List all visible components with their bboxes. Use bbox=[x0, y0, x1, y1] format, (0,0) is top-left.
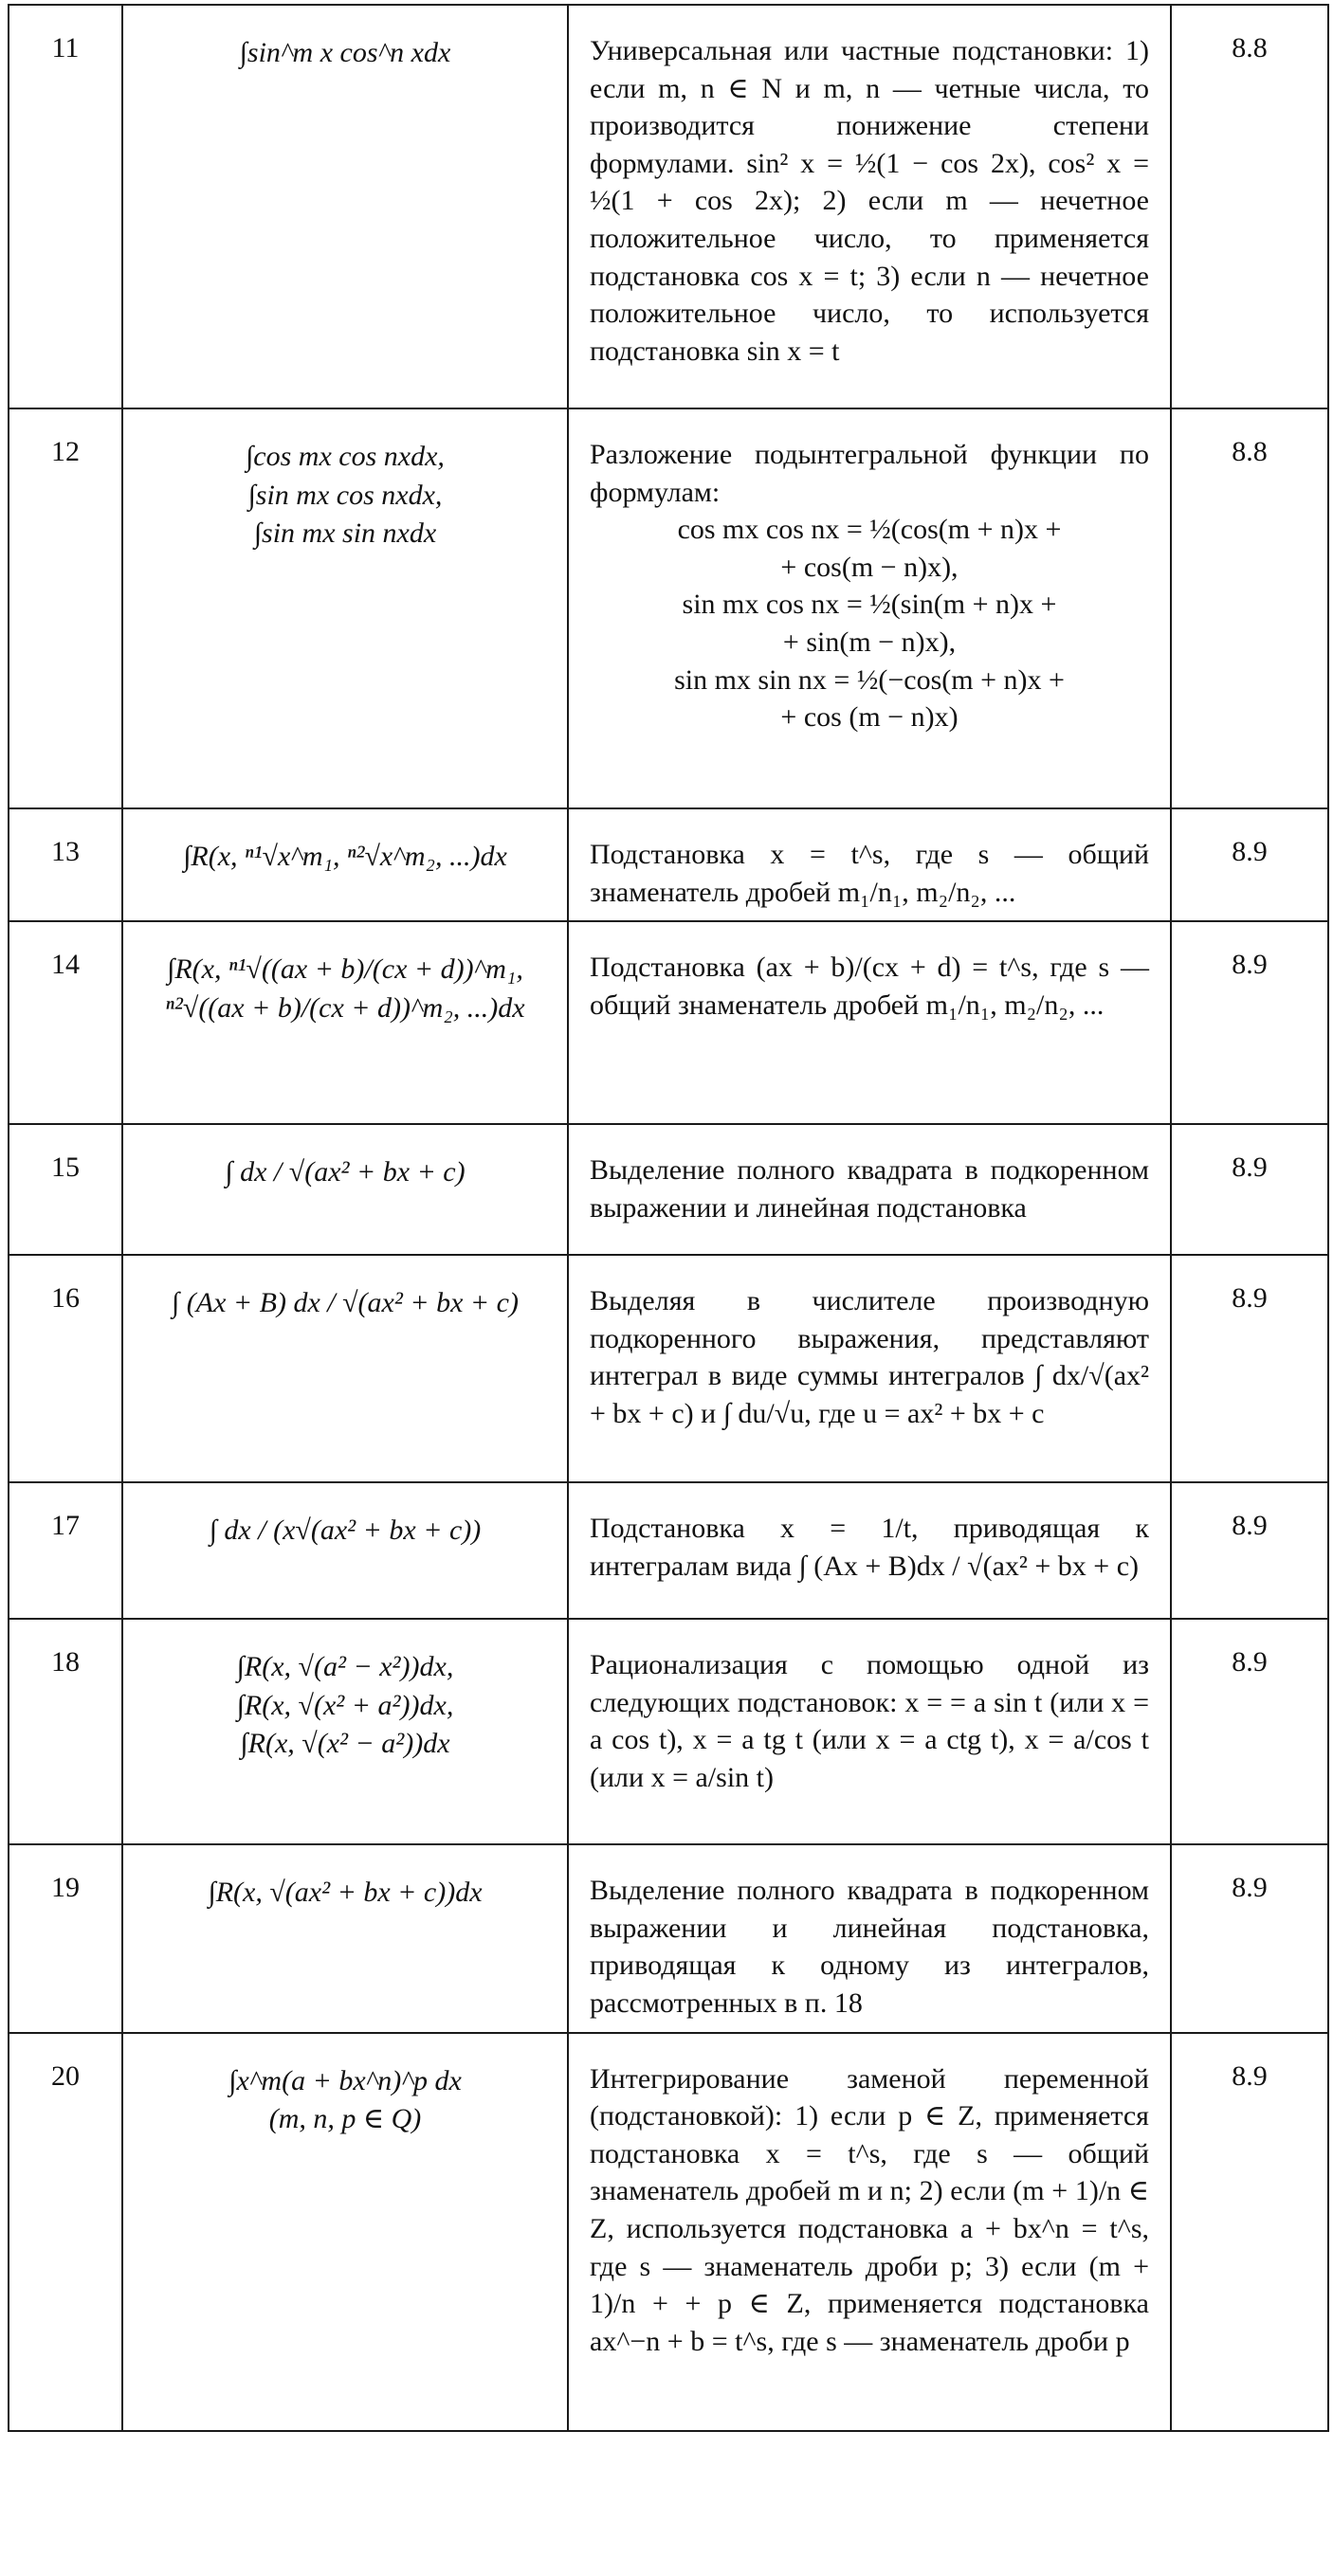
integral-cell bbox=[122, 1619, 568, 1844]
integral-cell bbox=[122, 921, 568, 1124]
integral-cell bbox=[122, 1482, 568, 1619]
method-text: Подстановка x = t^s, где s — общий знаменатель дробей m₁/n₁, m₂/n₂, ... bbox=[590, 839, 1149, 908]
row-number: 13 bbox=[9, 808, 122, 921]
table-row bbox=[9, 1844, 1328, 2032]
table-row bbox=[9, 1255, 1328, 1482]
row-number: 15 bbox=[9, 1124, 122, 1255]
row-number: 16 bbox=[9, 1255, 122, 1482]
integral-formula: ∫ (Ax + B) dx / √(ax² + bx + c) bbox=[172, 1287, 519, 1319]
integral-formula: ∫sin^m x cos^n xdx bbox=[239, 37, 451, 68]
integral-formula: ∫R(x, √(ax² + bx + c))dx bbox=[208, 1877, 483, 1909]
method-text: Рационализация с помощью одной из следующих подстановок: x = = a sin t (или x = a cos t), x = a tg t (или x = a ctg t), x = a/cos t (или x = a/sin t) bbox=[590, 1649, 1149, 1793]
method-text: Выделение полного квадрата в подкоренном выражении и линейная подстановка bbox=[590, 1154, 1149, 1224]
method-text: + sin(m − n)x), bbox=[782, 626, 957, 658]
table-row bbox=[9, 2033, 1328, 2431]
method-cell bbox=[568, 1482, 1171, 1619]
integral-formula: ∫R(x, √(x² − a²))dx bbox=[240, 1728, 450, 1760]
table-row bbox=[9, 1619, 1328, 1844]
method-cell bbox=[568, 1124, 1171, 1255]
method-text: + cos(m − n)x), bbox=[780, 551, 959, 583]
method-text: sin mx sin nx = ½(−cos(m + n)x + bbox=[674, 663, 1065, 696]
row-number: 20 bbox=[9, 2033, 122, 2431]
section-reference: 8.9 bbox=[1171, 2033, 1328, 2431]
integral-formula: ∫R(x, ⁿ¹√((ax + b)/(cx + d))^m₁, bbox=[167, 953, 523, 986]
integral-formula: ∫R(x, √(x² + a²))dx, bbox=[236, 1689, 454, 1721]
section-reference: 8.8 bbox=[1171, 408, 1328, 808]
integral-formula: ∫R(x, √(a² − x²))dx, bbox=[236, 1651, 454, 1683]
integral-formula: ∫cos mx cos nxdx, bbox=[246, 441, 445, 472]
method-cell bbox=[568, 408, 1171, 808]
row-number: 17 bbox=[9, 1482, 122, 1619]
integral-formula: ∫sin mx sin nxdx bbox=[253, 517, 437, 549]
method-text: Универсальная или частные подстановки: 1) если m, n ∈ N и m, n — четные числа, то производится понижение степени формулами. sin² x = ½(1 − cos 2x), cos² x = ½(1 + cos 2x); 2) если m — нечетное положительное число, то применяется подстановка cos x = t; 3) если n — нечетное положительное число, то используется подстановка sin x = t bbox=[590, 35, 1149, 367]
method-cell bbox=[568, 1619, 1171, 1844]
section-reference: 8.9 bbox=[1171, 921, 1328, 1124]
integral-cell bbox=[122, 1255, 568, 1482]
section-reference: 8.9 bbox=[1171, 808, 1328, 921]
method-text: sin mx cos nx = ½(sin(m + n)x + bbox=[682, 589, 1057, 621]
table-row bbox=[9, 808, 1328, 921]
table-row bbox=[9, 5, 1328, 408]
method-text: Разложение подынтегральной функции по формулам: bbox=[590, 439, 1149, 508]
section-reference: 8.9 bbox=[1171, 1844, 1328, 2032]
integral-cell bbox=[122, 1844, 568, 2032]
section-reference: 8.9 bbox=[1171, 1124, 1328, 1255]
row-number: 12 bbox=[9, 408, 122, 808]
method-cell bbox=[568, 921, 1171, 1124]
integrals-table bbox=[8, 4, 1329, 2432]
row-number: 11 bbox=[9, 5, 122, 408]
integral-formula: ∫ dx / √(ax² + bx + c) bbox=[225, 1156, 466, 1188]
method-text: cos mx cos nx = ½(cos(m + n)x + bbox=[677, 514, 1062, 546]
section-reference: 8.9 bbox=[1171, 1619, 1328, 1844]
method-cell bbox=[568, 808, 1171, 921]
method-text: Выделение полного квадрата в подкоренном выражении и линейная подстановка, приводящая к одному из интегралов, рассмотренных в п. 18 bbox=[590, 1875, 1149, 2019]
table-row bbox=[9, 921, 1328, 1124]
integral-cell bbox=[122, 808, 568, 921]
method-text: + cos (m − n)x) bbox=[780, 701, 959, 734]
method-cell bbox=[568, 2033, 1171, 2431]
row-number: 14 bbox=[9, 921, 122, 1124]
method-text: Выделяя в числителе производную подкоренного выражения, представляют интеграл в виде суммы интегралов ∫ dx/√(ax² + bx + c) и ∫ du/√u, где u = ax² + bx + c bbox=[590, 1285, 1149, 1429]
row-number: 18 bbox=[9, 1619, 122, 1844]
integral-formula: ∫x^m(a + bx^n)^p dx bbox=[228, 2064, 462, 2096]
integral-cell bbox=[122, 408, 568, 808]
method-cell bbox=[568, 1255, 1171, 1482]
integral-cell bbox=[122, 2033, 568, 2431]
table-row bbox=[9, 1124, 1328, 1255]
integral-formula: ∫R(x, ⁿ¹√x^m₁, ⁿ²√x^m₂, ...)dx bbox=[183, 841, 507, 872]
integral-formula: ∫ dx / (x√(ax² + bx + c)) bbox=[209, 1515, 482, 1547]
integral-formula: ∫sin mx cos nxdx, bbox=[247, 479, 443, 511]
method-text: Подстановка (ax + b)/(cx + d) = t^s, где s — общий знаменатель дробей m₁/n₁, m₂/n₂, ... bbox=[590, 952, 1149, 1021]
method-cell bbox=[568, 1844, 1171, 2032]
section-reference: 8.9 bbox=[1171, 1482, 1328, 1619]
integral-cell bbox=[122, 5, 568, 408]
method-text: Интегрирование заменой переменной (подстановкой): 1) если p ∈ Z, применяется подстановка x = t^s, где s — общий знаменатель дробей m и n; 2) если (m + 1)/n ∈ Z, используется подстановка a + bx^n = t^s, где s — знаменатель дроби p; 3) если (m + 1)/n + + p ∈ Z, применяется подстановка ax^−n + b = t^s, где s — знаменатель дроби p bbox=[590, 2062, 1149, 2357]
table-row bbox=[9, 408, 1328, 808]
integral-cell bbox=[122, 1124, 568, 1255]
row-number: 19 bbox=[9, 1844, 122, 2032]
section-reference: 8.9 bbox=[1171, 1255, 1328, 1482]
integral-formula: ⁿ²√((ax + b)/(cx + d))^m₂, ...)dx bbox=[165, 991, 525, 1024]
method-cell bbox=[568, 5, 1171, 408]
integral-formula: (m, n, p ∈ Q) bbox=[268, 2103, 422, 2135]
section-reference: 8.8 bbox=[1171, 5, 1328, 408]
table-row bbox=[9, 1482, 1328, 1619]
method-text: Подстановка x = 1/t, приводящая к интегралам вида ∫ (Ax + B)dx / √(ax² + bx + c) bbox=[590, 1513, 1149, 1582]
